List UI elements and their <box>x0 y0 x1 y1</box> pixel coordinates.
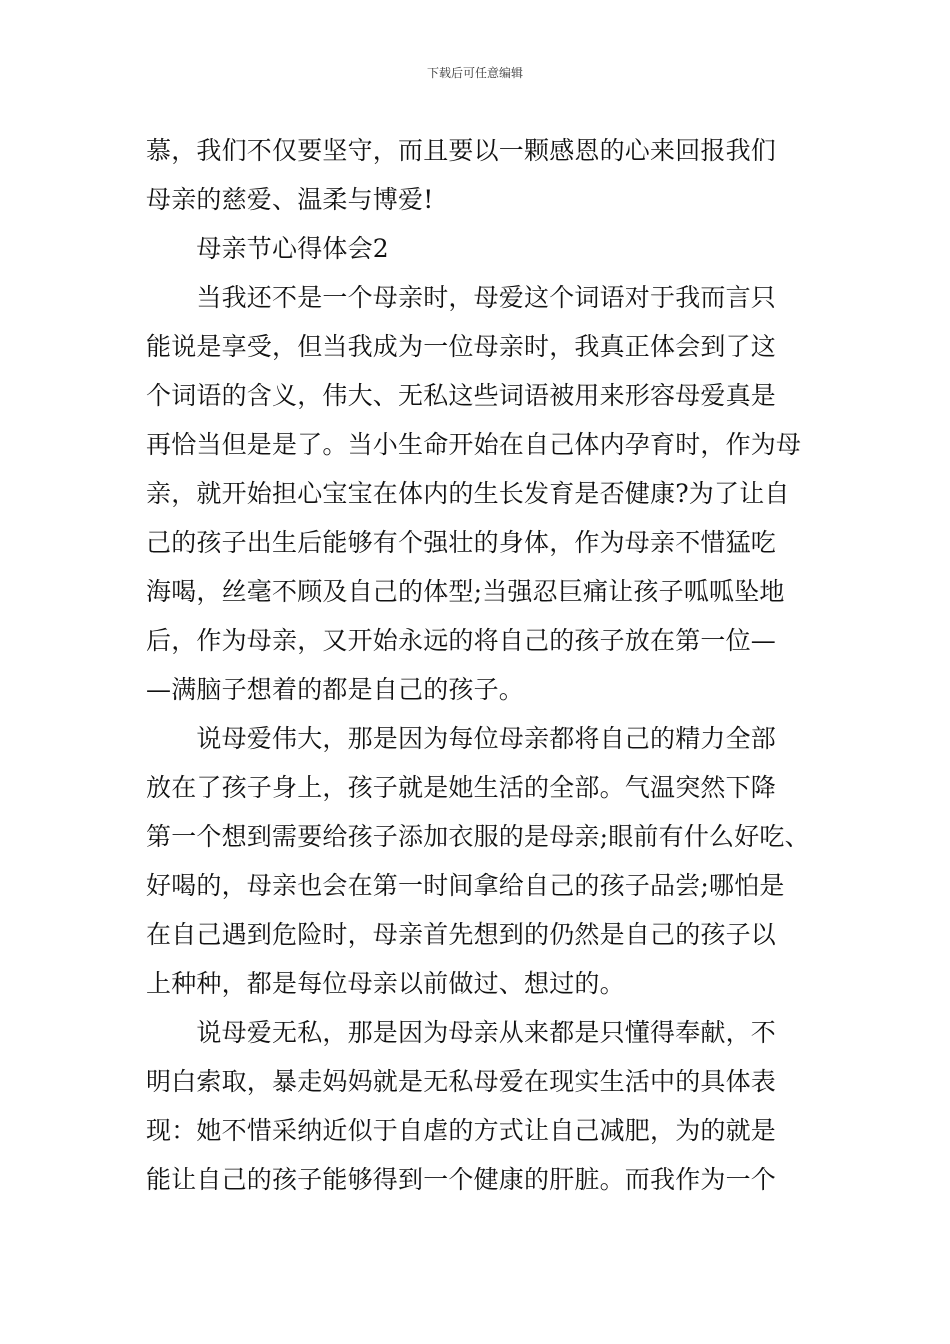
text-line: 上种种，都是每位母亲以前做过、想过的。 <box>146 969 625 998</box>
text-line: 个词语的含义，伟大、无私这些词语被用来形容母爱真是 <box>146 381 777 410</box>
text-line: 第一个想到需要给孩子添加衣服的是母亲;眼前有什么好吃、 <box>146 822 810 851</box>
text-line: 现：她不惜采纳近似于自虐的方式让自己减肥，为的就是 <box>146 1116 777 1145</box>
text-line: 能说是享受，但当我成为一位母亲时，我真正体会到了这 <box>146 332 777 361</box>
text-line: 海喝，丝毫不顾及自己的体型;当强忍巨痛让孩子呱呱坠地 <box>146 577 785 606</box>
text-line: 慕，我们不仅要坚守，而且要以一颗感恩的心来回报我们 <box>146 136 777 165</box>
text-line: 说母爱伟大，那是因为每位母亲都将自己的精力全部 <box>146 724 777 753</box>
text-line: 己的孩子出生后能够有个强壮的身体，作为母亲不惜猛吃 <box>146 528 777 557</box>
text-line: 放在了孩子身上，孩子就是她生活的全部。气温突然下降 <box>146 773 777 802</box>
text-line: 当我还不是一个母亲时，母爱这个词语对于我而言只 <box>146 283 777 312</box>
text-line: 母亲的慈爱、温柔与博爱! <box>146 185 434 214</box>
text-line: 说母爱无私，那是因为母亲从来都是只懂得奉献，不 <box>146 1018 777 1047</box>
text-line: 在自己遇到危险时，母亲首先想到的仍然是自己的孩子以 <box>146 920 777 949</box>
text-line: 明白索取，暴走妈妈就是无私母爱在现实生活中的具体表 <box>146 1067 777 1096</box>
text-line: —满脑子想着的都是自己的孩子。 <box>146 675 525 704</box>
text-line: 亲，就开始担心宝宝在体内的生长发育是否健康?为了让自 <box>146 479 790 508</box>
section-heading: 母亲节心得体会2 <box>146 234 389 263</box>
text-line: 后，作为母亲，又开始永远的将自己的孩子放在第一位— <box>146 626 777 655</box>
text-line: 能让自己的孩子能够得到一个健康的肝脏。而我作为一个 <box>146 1165 777 1194</box>
text-line: 再恰当但是是了。当小生命开始在自己体内孕育时，作为母 <box>146 430 802 459</box>
document-body <box>146 126 810 1204</box>
page-header: 下载后可任意编辑 <box>426 66 523 80</box>
text-line: 好喝的，母亲也会在第一时间拿给自己的孩子品尝;哪怕是 <box>146 871 785 900</box>
